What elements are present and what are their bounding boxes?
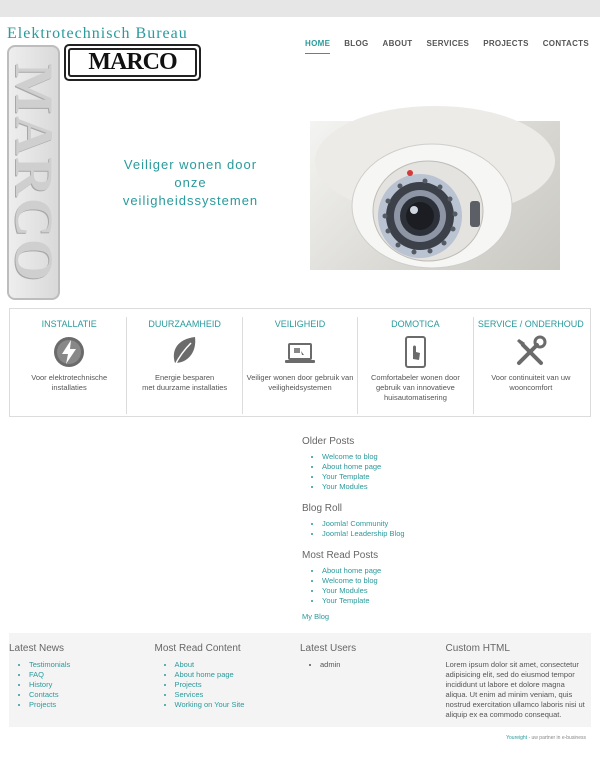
feature-title: VEILIGHEID bbox=[274, 319, 326, 329]
footer-most-read-content bbox=[155, 643, 301, 727]
nav-home[interactable]: HOME bbox=[305, 39, 330, 54]
feature-strip bbox=[9, 308, 591, 417]
nav-about[interactable]: ABOUT bbox=[382, 39, 413, 48]
feature-duurzaamheid[interactable] bbox=[127, 317, 242, 414]
brand-text: Elektrotechnisch Bureau bbox=[7, 25, 188, 42]
feature-text-line: wooncomfort bbox=[509, 383, 553, 392]
footer-list bbox=[155, 660, 301, 710]
feature-text-line: Veiliger wonen door gebruik van bbox=[246, 373, 354, 382]
feature-text-line: Energie besparen bbox=[155, 373, 215, 382]
link[interactable]: About home page bbox=[322, 566, 382, 575]
main-nav bbox=[305, 39, 589, 54]
list-item[interactable]: • Services bbox=[175, 690, 301, 700]
nav-blog[interactable]: BLOG bbox=[344, 39, 369, 48]
footer-heading: Latest Users bbox=[300, 643, 357, 654]
credit bbox=[506, 735, 586, 741]
feature-text bbox=[130, 373, 238, 393]
feature-text-line: Comfortabeler wonen door bbox=[371, 373, 460, 382]
footer-list bbox=[300, 660, 446, 670]
nav-contacts[interactable]: CONTACTS bbox=[542, 39, 589, 48]
list-item[interactable] bbox=[322, 452, 592, 462]
tablet-icon bbox=[397, 335, 433, 369]
feature-text-line: Voor elektrotechnische bbox=[31, 373, 108, 382]
credit-text: - uw partner in e-business bbox=[527, 735, 586, 741]
blog-roll-heading: Blog Roll bbox=[302, 503, 343, 514]
logo-text: MARCO bbox=[68, 48, 197, 77]
list-item: • admin bbox=[320, 660, 446, 670]
footer-list bbox=[9, 660, 155, 710]
top-bar bbox=[0, 0, 600, 17]
my-blog-link[interactable]: My Blog bbox=[302, 612, 330, 621]
feature-title: INSTALLATIE bbox=[41, 319, 97, 329]
list-item[interactable]: • About bbox=[175, 660, 301, 670]
footer-heading: Latest News bbox=[9, 643, 65, 654]
list-item[interactable] bbox=[322, 576, 592, 586]
vertical-logo bbox=[3, 45, 64, 300]
feature-text bbox=[361, 373, 469, 403]
feature-text-line: installaties bbox=[51, 383, 87, 392]
blog-roll-list bbox=[302, 519, 592, 539]
laptop-icon bbox=[282, 335, 318, 369]
link[interactable]: Welcome to blog bbox=[322, 452, 378, 461]
list-item[interactable]: • Testimonials bbox=[29, 660, 155, 670]
vertical-logo-text: MARCO bbox=[3, 62, 64, 283]
list-item[interactable] bbox=[322, 472, 592, 482]
feature-text bbox=[477, 373, 585, 393]
list-item[interactable]: • Working on Your Site bbox=[175, 700, 301, 710]
feature-text-line: veiligheidsystemen bbox=[268, 383, 332, 392]
list-item[interactable]: • FAQ bbox=[29, 670, 155, 680]
hero-line-2: onze bbox=[174, 175, 207, 190]
feature-title: DOMOTICA bbox=[391, 319, 440, 329]
hero-text bbox=[108, 156, 273, 210]
link[interactable]: Joomla! Community bbox=[322, 519, 389, 528]
footer-heading: Most Read Content bbox=[154, 643, 241, 654]
footer-latest-news bbox=[9, 643, 155, 727]
list-item[interactable] bbox=[322, 529, 592, 539]
hero-line-1: Veiliger wonen door bbox=[123, 157, 258, 172]
most-read-posts-list bbox=[302, 566, 592, 606]
feature-text-line: gebruik van innovatieve bbox=[376, 383, 455, 392]
list-item[interactable]: • Projects bbox=[29, 700, 155, 710]
link[interactable]: Your Template bbox=[322, 596, 370, 605]
feature-text-line: met duurzame installaties bbox=[142, 383, 228, 392]
footer-latest-users bbox=[300, 643, 446, 727]
list-item[interactable] bbox=[322, 566, 592, 576]
tools-icon bbox=[513, 335, 549, 369]
link[interactable]: Your Template bbox=[322, 472, 370, 481]
logo[interactable] bbox=[64, 44, 201, 81]
nav-services[interactable]: SERVICES bbox=[426, 39, 470, 48]
blog-sidebar bbox=[302, 436, 592, 621]
feature-text bbox=[246, 373, 354, 393]
feature-title: SERVICE / ONDERHOUD bbox=[477, 319, 584, 329]
feature-installatie[interactable] bbox=[12, 317, 127, 414]
credit-link[interactable]: Youreight bbox=[506, 735, 528, 741]
list-item[interactable] bbox=[322, 586, 592, 596]
leaf-icon bbox=[167, 335, 203, 369]
link[interactable]: About home page bbox=[322, 462, 382, 471]
feature-domotica[interactable] bbox=[358, 317, 473, 414]
older-posts-list bbox=[302, 452, 592, 492]
footer-custom-html bbox=[446, 643, 592, 727]
security-camera-image bbox=[310, 121, 560, 270]
footer-heading: Custom HTML bbox=[445, 643, 510, 654]
feature-text-line: Voor continuiteit van uw bbox=[491, 373, 571, 382]
link[interactable]: Joomla! Leadership Blog bbox=[322, 529, 405, 538]
camera-illustration bbox=[310, 121, 560, 270]
feature-service-onderhoud[interactable] bbox=[474, 317, 588, 414]
list-item[interactable]: • About home page bbox=[175, 670, 301, 680]
feature-title: DUURZAAMHEID bbox=[148, 319, 221, 329]
list-item[interactable] bbox=[322, 482, 592, 492]
list-item[interactable]: • Projects bbox=[175, 680, 301, 690]
older-posts-heading: Older Posts bbox=[302, 436, 355, 447]
hero-line-3: veiligheidssystemen bbox=[122, 193, 259, 208]
nav-projects[interactable]: PROJECTS bbox=[483, 39, 529, 48]
list-item[interactable] bbox=[322, 519, 592, 529]
link[interactable]: Welcome to blog bbox=[322, 576, 378, 585]
list-item[interactable] bbox=[322, 596, 592, 606]
link[interactable]: Your Modules bbox=[322, 482, 368, 491]
lightning-icon bbox=[51, 335, 87, 369]
most-read-posts-heading: Most Read Posts bbox=[302, 550, 379, 561]
list-item[interactable]: • History bbox=[29, 680, 155, 690]
feature-veiligheid[interactable] bbox=[243, 317, 358, 414]
list-item[interactable]: • Contacts bbox=[29, 690, 155, 700]
list-item[interactable] bbox=[322, 462, 592, 472]
link[interactable]: Your Modules bbox=[322, 586, 368, 595]
custom-html-text: Lorem ipsum dolor sit amet, consectetur adipisicing elit, sed do eiusmod tempor incididunt ut labore et dolore magna aliqua. Ut enim ad minim veniam, quis nostrud exercitation ullamco laboris nisi ut aliquip ex ea commodo consequat. bbox=[445, 660, 585, 719]
footer bbox=[9, 633, 591, 727]
feature-text bbox=[15, 373, 123, 393]
feature-text-line: huisautomatisering bbox=[383, 393, 447, 402]
